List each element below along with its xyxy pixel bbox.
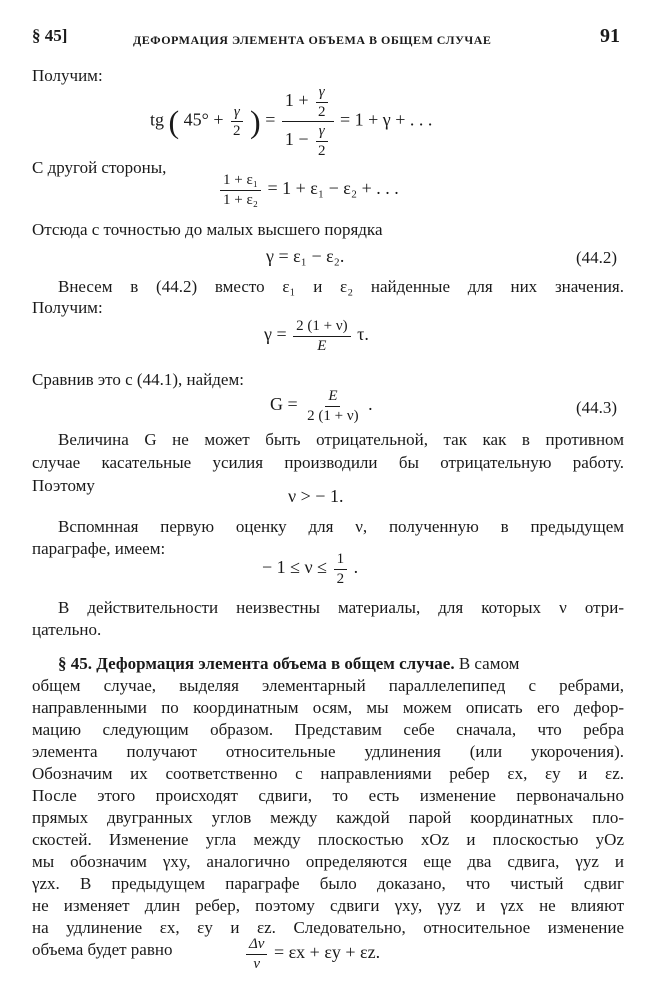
frac-gamma-den-3: 2 <box>318 142 326 159</box>
equation-tg: tg ( 45° + $\frac{\gamma}{2}$ ) = 1 + $\frac{\gamma}{2}$ 1 − $\frac{\gamma}{2}$ = 1 + γ + . . . <box>150 84 433 159</box>
equation-44-2: γ = ε₁ − ε₂. <box>266 246 345 266</box>
eq-gamma-lhs: γ = <box>264 324 287 345</box>
frac-dv-num: Δv <box>249 936 265 952</box>
frac-G-den: 2 (1 + ν) <box>307 407 359 424</box>
frac-half-num: 1 <box>334 551 348 570</box>
section-line-9: мы обозначим γxy, аналогично определяются еще два сдвига, γyz и <box>32 852 624 871</box>
text-p5: Сравнив это с (44.1), найдем: <box>32 370 244 389</box>
frac-gamma-num-2: γ <box>318 84 325 100</box>
eq-G-lhs: G = <box>270 394 298 415</box>
eq-tg-angle: 45° + <box>183 109 224 130</box>
frac-tg-ratio <box>282 84 334 159</box>
text-p6b: случае касательные усилия производили бы отрицательную работу. <box>32 453 624 472</box>
section-line-5: Обозначим их соответственно с направлениями ребер εx, εy и εz. <box>32 764 624 783</box>
frac-gamma-den-2: 2 <box>318 103 326 120</box>
equation-nu: ν > − 1. <box>288 486 344 506</box>
text-p4b: Получим: <box>32 298 103 317</box>
frac-eps-ratio <box>220 172 261 208</box>
text-p7a: Вспомнная первую оценку для ν, полученную в предыдущем <box>58 517 624 536</box>
equation-number-44-3: (44.3) <box>576 398 618 417</box>
section-line-11: не изменяет длин ребер, поэтому сдвиги γxy, γyz и γzx не влияют <box>32 896 624 915</box>
frac-eps-num: 1 + ε₁ <box>220 172 261 191</box>
frac-half <box>334 551 348 587</box>
page-number: 91 <box>600 25 620 47</box>
eq-ratio-rhs: = 1 + ε₁ − ε₂ + . . . <box>267 178 399 199</box>
eq-tg-lhs: tg <box>150 109 165 130</box>
paren-close: ) <box>250 103 261 140</box>
section-line-12: на удлинение εx, εy и εz. Следовательно, относительное изменение <box>32 918 624 937</box>
text-p8a: В действительности неизвестны материалы, для которых ν отри- <box>58 598 624 617</box>
equation-G: G = $\frac{E}{2 (1 + \nu)}$ . <box>270 388 373 424</box>
section-line-8: скостей. Изменение угла между плоскостью xOz и плоскостью yOz <box>32 830 624 849</box>
section-line-0: В самом <box>458 654 520 673</box>
frac-eps-den: 1 + ε₂ <box>223 191 258 208</box>
section-line-13: объема будет равно <box>32 940 173 959</box>
frac-gamma-den: 2 <box>233 123 241 139</box>
section-line-7: прямых двугранных углов между каждой парой координатных пло- <box>32 808 624 827</box>
section-line-3: мацию следующим образом. Представим себе сначала, что ребра <box>32 720 624 739</box>
frac-dv-den: v <box>253 955 261 972</box>
text-p3: Отсюда с точностью до малых высшего порядка <box>32 220 383 239</box>
text-p1: Получим: <box>32 66 103 85</box>
frac-gamma-e <box>293 318 350 354</box>
text-p8b: цательно. <box>32 620 102 639</box>
frac-gamma-e-num: 2 (1 + ν) <box>293 318 350 337</box>
section-45-first-line <box>58 654 519 674</box>
eq-dv-rhs: = εx + εy + εz. <box>273 942 381 963</box>
text-p2: С другой стороны, <box>32 158 167 177</box>
frac-G <box>304 388 361 424</box>
paren-open: ( <box>168 103 180 140</box>
equation-volume <box>244 936 380 972</box>
frac-gamma-e-den: E <box>317 337 327 354</box>
text-p7b: параграфе, имеем: <box>32 539 166 558</box>
section-heading: § 45. Деформация элемента объема в общем случае. <box>58 654 455 673</box>
header-title: ДЕФОРМАЦИЯ ЭЛЕМЕНТА ОБЪЕМА В ОБЩЕМ СЛУЧАЕ <box>133 33 492 47</box>
eq-tg-rhs: = 1 + γ + . . . <box>340 109 433 130</box>
frac-gamma-num: γ <box>233 103 240 120</box>
equation-ratio <box>218 172 399 208</box>
frac-half-den: 2 <box>336 570 345 587</box>
text-p6c: Поэтому <box>32 476 95 495</box>
equation-number-44-2: (44.2) <box>576 248 618 267</box>
frac-gamma-2 <box>230 104 244 140</box>
equation-bound: − 1 ≤ ν ≤ $\frac{1}{2}$ . <box>262 551 359 587</box>
header-section: § 45] <box>32 26 68 45</box>
eq-one-plus: 1 + <box>284 90 309 111</box>
eq-one-minus: 1 − <box>284 129 309 150</box>
section-line-6: После этого происходят сдвиги, то есть изменение первоначально <box>32 786 624 805</box>
equation-gamma <box>264 318 369 354</box>
frac-dv <box>246 936 267 972</box>
eq-gamma-tail: τ. <box>357 324 369 345</box>
section-line-4: элемента получают относительные удлинения (или укорочения). <box>32 742 624 761</box>
eq-bound-lhs: − 1 ≤ ν ≤ <box>262 557 328 578</box>
section-line-1: общем случае, выделяя элементарный параллелепипед с ребрами, <box>32 676 624 695</box>
text-p6a: Величина G не может быть отрицательной, так как в противном <box>58 430 624 449</box>
frac-G-num: E <box>328 388 338 404</box>
section-line-10: γzx. В предыдущем параграфе было доказано, что чистый сдвиг <box>32 874 624 893</box>
frac-gamma-num-3: γ <box>318 123 325 139</box>
section-line-2: направленными по координатным осям, мы можем описать его дефор- <box>32 698 624 717</box>
text-p4a: Внесем в (44.2) вместо ε₁ и ε₂ найденные для них значения. <box>58 277 624 296</box>
